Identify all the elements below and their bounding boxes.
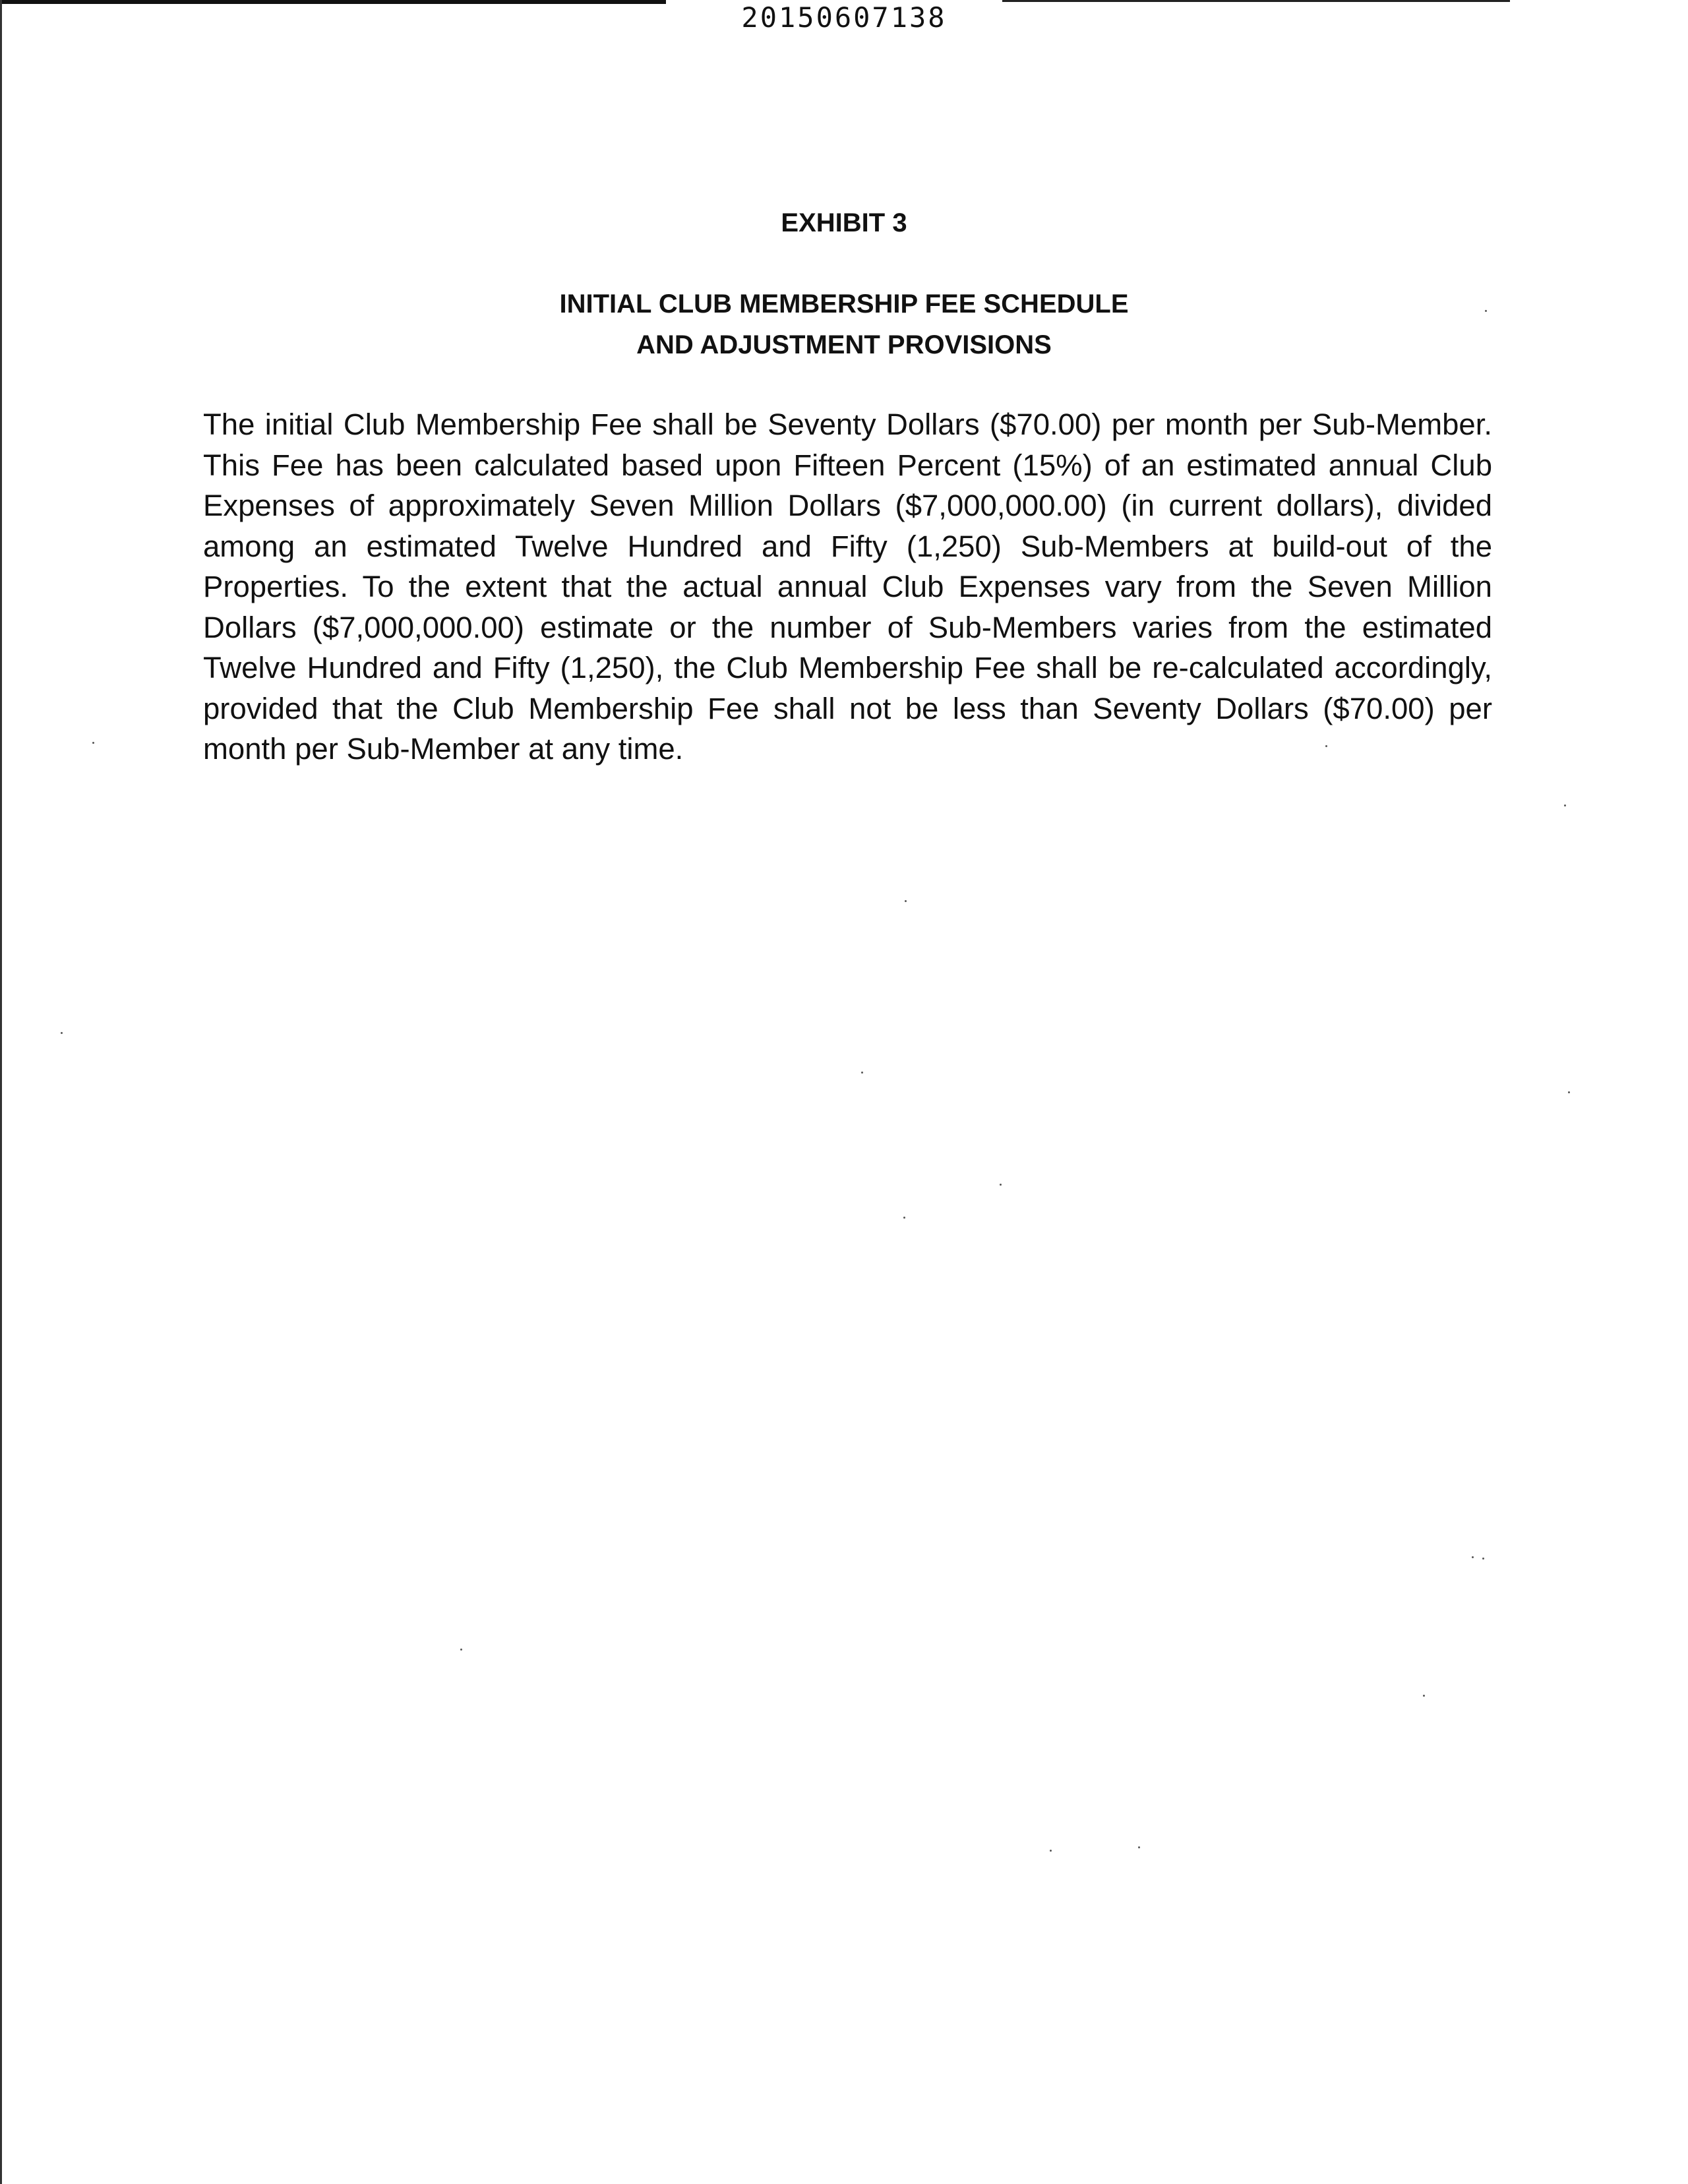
scan-speck — [903, 1217, 905, 1219]
exhibit-heading — [0, 284, 1688, 365]
scan-speck — [1472, 1556, 1474, 1558]
scan-speck — [1485, 310, 1487, 312]
scan-speck — [1482, 1558, 1484, 1560]
body-paragraph: The initial Club Membership Fee shall be Seventy Dollars ($70.00) per month per Sub-Member. This Fee has been calculated based upon Fifteen Percent (15%) of an estimated annual Club Expenses of approximately Seven Million Dollars ($7,000,000.00) (in current dollars), divided among an estimated Twelve Hundred and Fifty (1,250) Sub-Members at build-out of the Properties. To the extent that the actual annual Club Expenses vary from the Seven Million Dollars ($7,000,000.00) estimate or the number of Sub-Members varies from the estimated Twelve Hundred and Fifty (1,250), the Club Membership Fee shall be re-calculated accordingly, provided that the Club Membership Fee shall not be less than Seventy Dollars ($70.00) per month per Sub-Member at any time. — [203, 408, 1492, 766]
scan-speck — [905, 900, 907, 902]
heading-line-1: INITIAL CLUB MEMBERSHIP FEE SCHEDULE — [559, 289, 1129, 318]
scan-speck — [61, 1032, 63, 1034]
scan-speck — [1000, 1184, 1002, 1186]
scan-speck — [1423, 1695, 1425, 1697]
exhibit-title: EXHIBIT 3 — [781, 208, 907, 237]
scan-speck — [1568, 1091, 1570, 1093]
scan-speck — [92, 742, 94, 744]
document-number: 20150607138 — [741, 1, 947, 34]
scan-speck — [1138, 1846, 1140, 1848]
scan-speck — [1050, 1850, 1052, 1852]
scan-speck — [1564, 804, 1566, 806]
scan-speck — [1325, 745, 1327, 747]
scan-speck — [861, 1072, 863, 1074]
scan-speck — [460, 1649, 462, 1651]
heading-line-2: AND ADJUSTMENT PROVISIONS — [636, 330, 1052, 359]
